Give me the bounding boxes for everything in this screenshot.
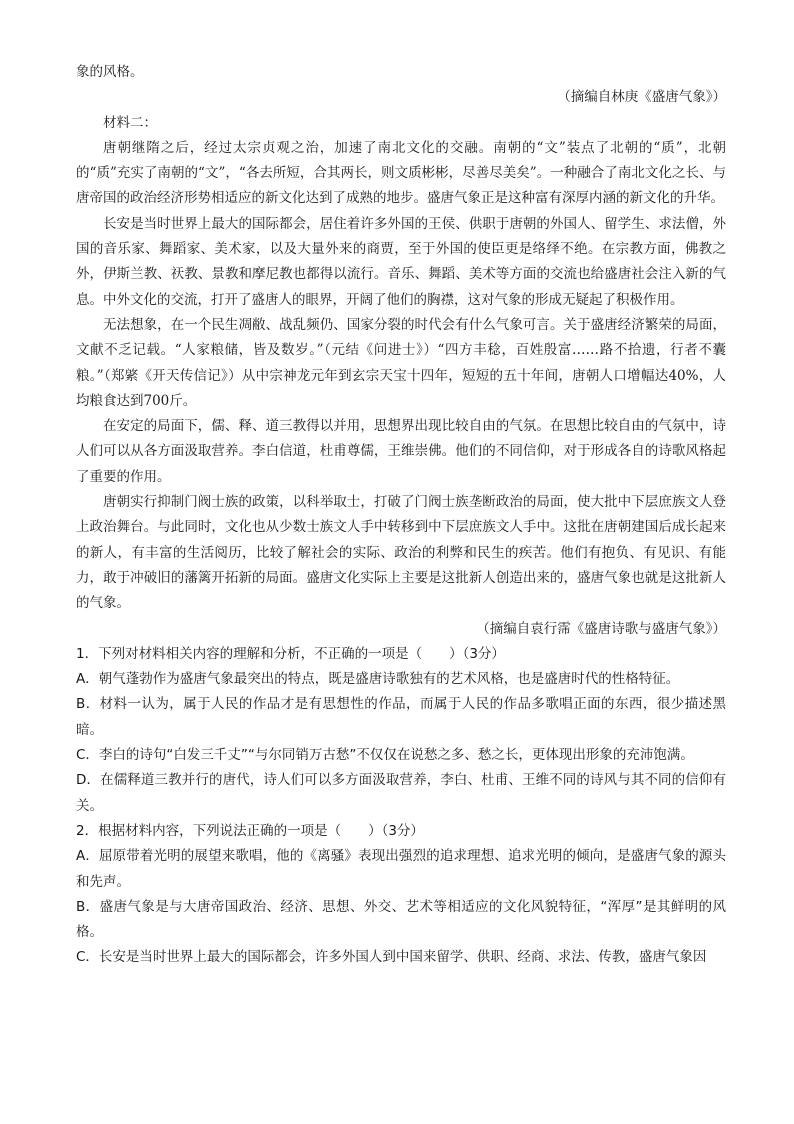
question-1-option-b: B．材料一认为，属于人民的作品才是有思想性的作品，而属于人民的作品多歌唱正面的东西，很少描述黑暗。 — [76, 696, 726, 738]
question-2-option-c: C．长安是当时世界上最大的国际都会，许多外国人到中国来留学、供职、经商、求法、传教，盛唐气象因 — [76, 949, 707, 966]
question-1-option-c: C．李白的诗句“白发三千丈”“与尔同销万古愁”不仅仅在说愁之多、愁之长，更体现出形象的充沛饱满。 — [76, 747, 694, 764]
question-2-option-b: B．盛唐气象是与大唐帝国政治、经济、思想、外交、艺术等相适应的文化风貌特征，“浑厚”是其鲜明的风格。 — [76, 898, 726, 941]
question-2-option-a: A．屈原带着光明的展望来歌唱，他的《离骚》表现出强烈的追求理想、追求光明的倾向，是盛唐气象的源头和先声。 — [76, 848, 726, 890]
source-citation-1: （摘编自林庚《盛唐气象》） — [557, 89, 726, 106]
paragraph-1: 唐朝继隋之后，经过太宗贞观之治，加速了南北文化的交融。南朝的“文”装点了北朝的“质”，北朝的“质”充实了南朝的“文”，“各去所短，合其两长，则文质彬彬，尽善尽美矣”。一种融合了南北文化之长、与唐帝国的政治经济形势相适应的新文化达到了成熟的地步。盛唐气象正是这种富有深厚内涵的新文化的升华。 — [76, 139, 726, 207]
paragraph-2: 长安是当时世界上最大的国际都会，居住着许多外国的王侯、供职于唐朝的外国人、留学生、求法僧，外国的音乐家、舞蹈家、美术家，以及大量外来的商贾，至于外国的使臣更是络绎不绝。在宗教方面，佛教之外，伊斯兰教、祆教、景教和摩尼教也都得以流行。音乐、舞蹈、美术等方面的交流也给盛唐社会注入新的气息。中外文化的交流，打开了盛唐人的眼界，开阔了他们的胸襟，这对气象的形成无疑起了积极作用。 — [76, 215, 726, 308]
paragraph-3: 无法想象，在一个民生凋敝、战乱频仍、国家分裂的时代会有什么气象可言。关于盛唐经济繁荣的局面，文献不乏记载。“人家粮储，皆及数岁。”（元结《问进士》）“四方丰稔，百姓殷富……路不拾遗，行者不囊粮。”（郑綮《开天传信记》）从中宗神龙元年到玄宗天宝十四年，短短的五十年间，唐朝人口增幅达40%，人均粮食达到700斤。 — [76, 316, 726, 409]
source-citation-2: （摘编自袁行霈《盛唐诗歌与盛唐气象》） — [476, 620, 726, 637]
question-2-stem: 2．根据材料内容，下列说法正确的一项是（ ）（3分） — [76, 822, 424, 839]
material-2-label: 材料二： — [103, 114, 157, 131]
question-1-option-d: D．在儒释道三教并行的唐代，诗人们可以多方面汲取营养，李白、杜甫、王维不同的诗风与其不同的信仰有关。 — [76, 772, 726, 814]
document-page — [76, 60, 726, 971]
paragraph-4: 在安定的局面下，儒、释、道三教得以并用，思想界出现比较自由的气氛。在思想比较自由的气氛中，诗人们可以从各方面汲取营养。李白信道，杜甫尊儒，王维崇佛。他们的不同信仰，对于形成各自的诗歌风格起了重要的作用。 — [76, 418, 726, 485]
paragraph-5: 唐朝实行抑制门阀士族的政策，以科举取士，打破了门阀士族垄断政治的局面，使大批中下层庶族文人登上政治舞台。与此同时，文化也从少数士族文人手中转移到中下层庶族文人手中。这批在唐朝建国后成长起来的新人，有丰富的生活阅历，比较了解社会的实际、政治的利弊和民生的疾苦。他们有抱负、有见识、有能力，敢于冲破旧的藩篱开拓新的局面。盛唐文化实际上主要是这批新人创造出来的，盛唐气象也就是这批新人的气象。 — [76, 494, 726, 612]
question-1-stem: 1．下列对材料相关内容的理解和分析，不正确的一项是（ ）（3分） — [76, 645, 505, 662]
question-1-option-a: A．朝气蓬勃作为盛唐气象最突出的特点，既是盛唐诗歌独有的艺术风格，也是盛唐时代的性格特征。 — [76, 671, 680, 688]
carryover-line: 象的风格。 — [76, 64, 144, 80]
